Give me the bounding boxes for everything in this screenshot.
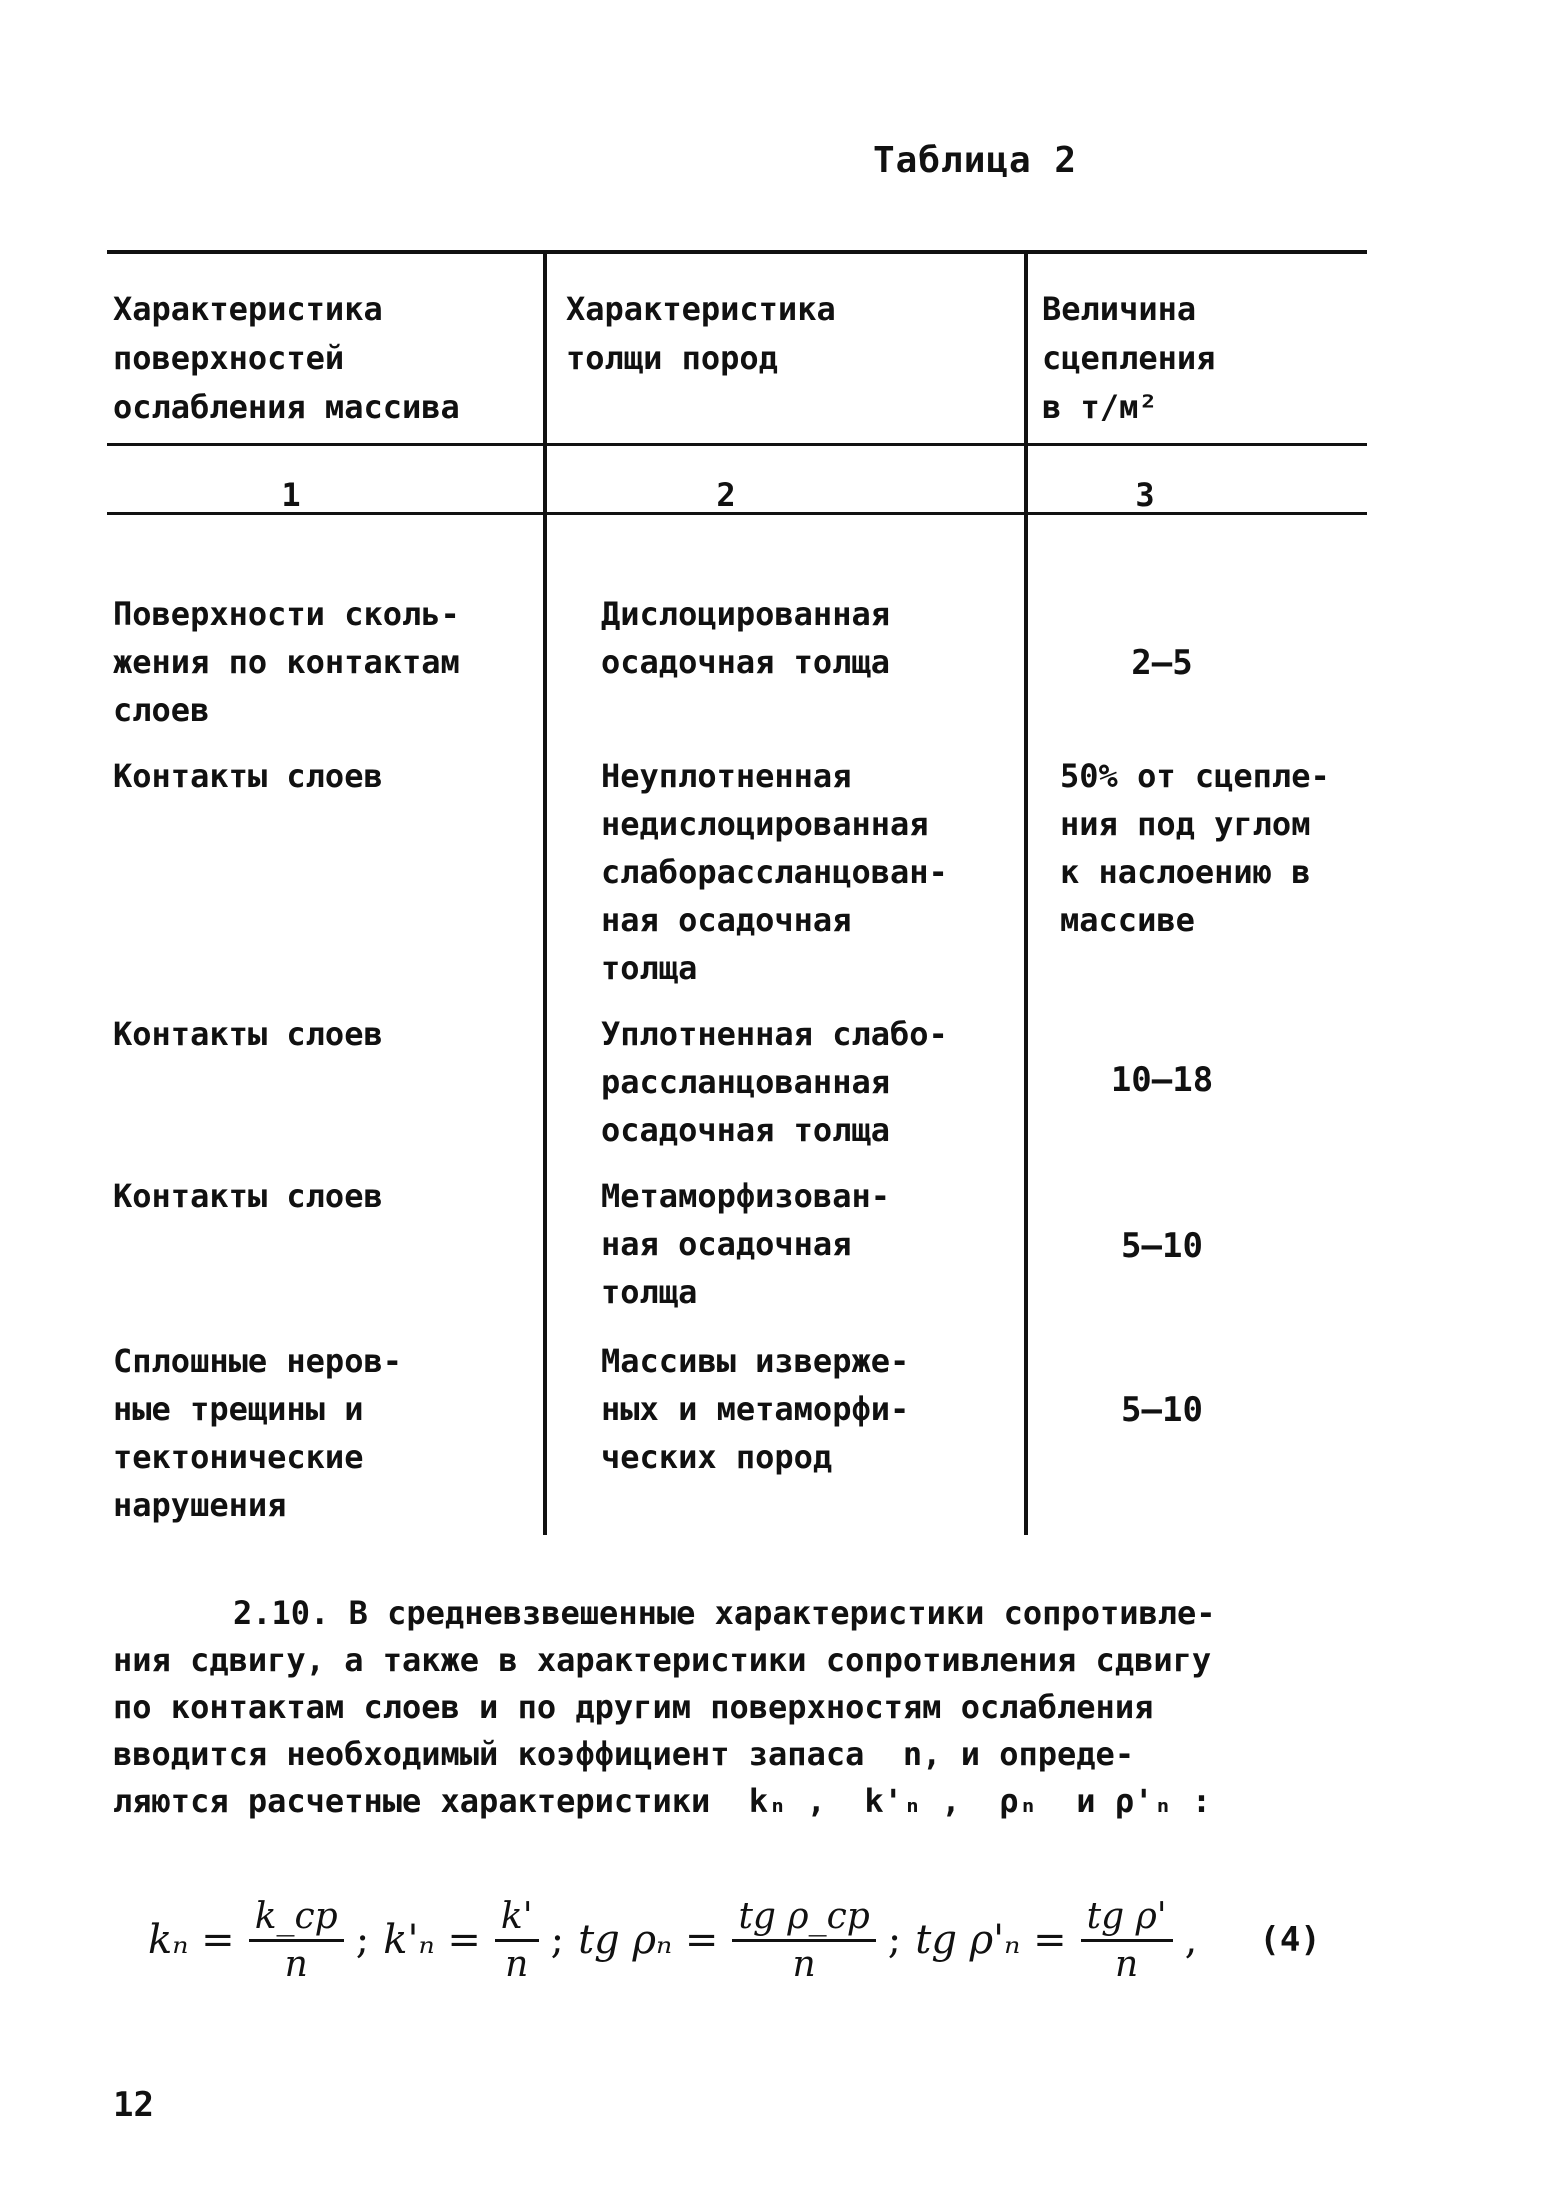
row-5-cohesion: 5–10 [1121, 1390, 1203, 1430]
row-4-rock: Метаморфизован- ная осадочная толща [601, 1177, 890, 1311]
paragraph-line: ния сдвигу, а также в характеристики сопротивления сдвигу [113, 1641, 1212, 1679]
row-3-surface: Контакты слоев [113, 1015, 383, 1053]
fraction-denominator: n [284, 1943, 308, 1985]
column-divider-2 [1024, 250, 1028, 1535]
fraction-numerator: k_cp [249, 1896, 344, 1942]
formula-fraction [249, 1896, 344, 1985]
page-number: 12 [113, 2085, 154, 2125]
column-number-1: 1 [281, 476, 301, 514]
formula-separator: , [1184, 1917, 1198, 1963]
row-2-cohesion: 50% от сцепле- ния под углом к наслоению в массиве [1060, 757, 1330, 939]
fraction-numerator: tg ρ' [1081, 1896, 1173, 1942]
paragraph-line: 2.10. В средневзвешенные характеристики сопротивле- [233, 1594, 1216, 1632]
fraction-denominator: n [505, 1943, 529, 1985]
formula-lhs: kₙ = [148, 1917, 235, 1963]
paragraph-line: по контактам слоев и по другим поверхностям ослабления [113, 1688, 1154, 1726]
column-divider-1 [543, 250, 547, 1535]
row-5-surface: Сплошные неров- ные трещины и тектонические нарушения [113, 1342, 402, 1524]
row-2-surface: Контакты слоев [113, 757, 383, 795]
formula-fraction [1081, 1896, 1173, 1985]
row-3-rock: Уплотненная слабо- рассланцованная осадочная толща [601, 1015, 948, 1149]
column-number-2: 2 [716, 476, 736, 514]
formula-lhs: tg ρ'ₙ = [915, 1917, 1067, 1963]
table-top-rule [107, 250, 1367, 254]
header-cohesion: Величина сцепления в т/м² [1042, 290, 1216, 426]
fraction-denominator: n [1115, 1943, 1139, 1985]
row-3-cohesion: 10–18 [1110, 1060, 1214, 1100]
paragraph-2-10 [113, 1590, 1453, 1825]
paragraph-line: вводится необходимый коэффициент запаса n, и опреде- [113, 1735, 1135, 1773]
header-rock: Характеристика толщи пород [566, 290, 836, 377]
equation-number: (4) [1259, 1920, 1321, 1960]
row-4-cohesion: 5–10 [1121, 1226, 1203, 1266]
formula-lhs: k'ₙ = [383, 1917, 481, 1963]
fraction-numerator: k' [495, 1896, 539, 1942]
row-1-rock: Дислоцированная осадочная толща [601, 595, 890, 681]
formula-fraction [495, 1896, 539, 1985]
header-bottom-rule [107, 443, 1367, 446]
formula-separator: ; [887, 1917, 902, 1963]
fraction-denominator: n [792, 1943, 816, 1985]
formula-separator: ; [550, 1917, 565, 1963]
column-number-3: 3 [1135, 476, 1155, 514]
formula-lhs: tg ρₙ = [578, 1917, 719, 1963]
row-1-cohesion: 2–5 [1131, 643, 1193, 683]
row-1-surface: Поверхности сколь- жения по контактам слоев [113, 595, 460, 729]
paragraph-line: ляются расчетные характеристики kₙ , k'ₙ , ρₙ и ρ'ₙ : [113, 1782, 1212, 1820]
formula-4 [148, 1880, 1321, 2000]
row-5-rock: Массивы изверже- ных и метаморфи- ческих пород [601, 1342, 910, 1476]
header-surface: Характеристика поверхностей ослабления массива [113, 290, 460, 426]
row-4-surface: Контакты слоев [113, 1177, 383, 1215]
row-2-rock: Неуплотненная недислоцированная слаборассланцован- ная осадочная толща [601, 757, 948, 987]
table-caption: Таблица 2 [873, 140, 1078, 181]
fraction-numerator: tg ρ_cp [732, 1896, 875, 1942]
formula-separator: ; [355, 1917, 370, 1963]
formula-fraction [732, 1896, 875, 1985]
